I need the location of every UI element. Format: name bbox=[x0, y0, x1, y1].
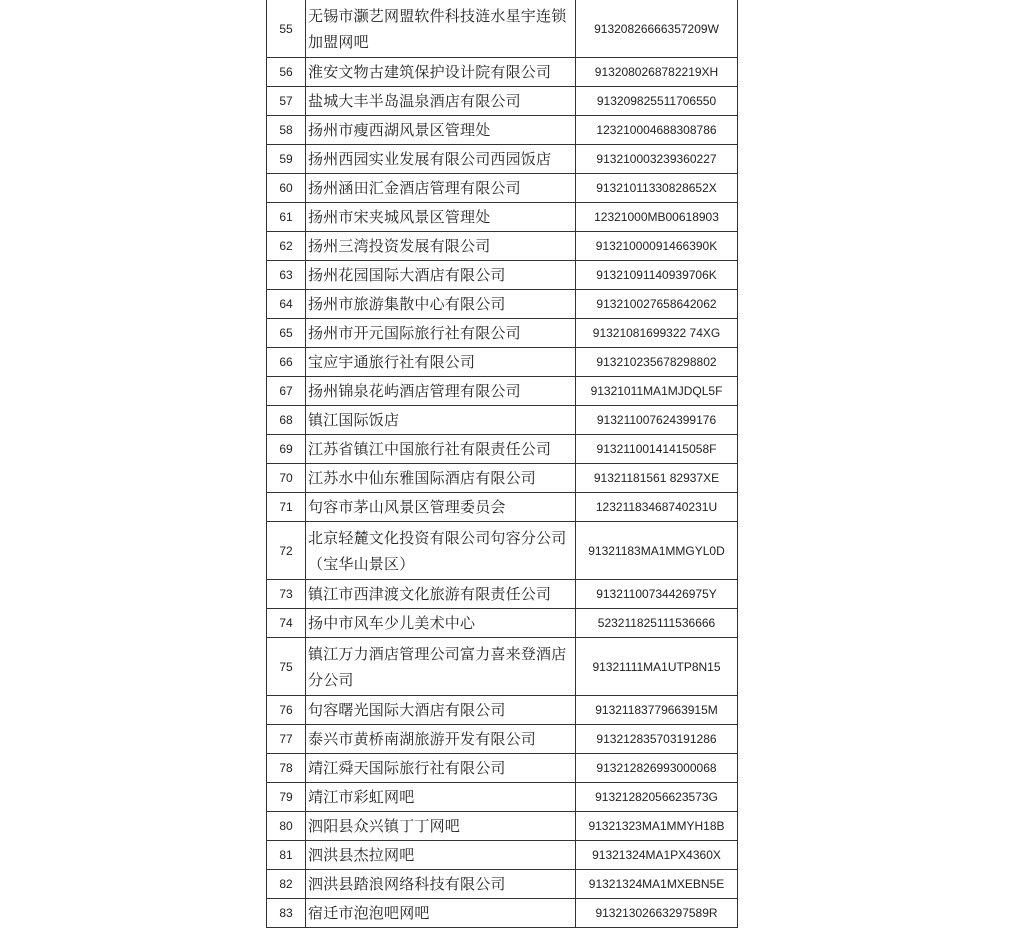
credit-code-cell: 12321183468740231U bbox=[576, 493, 738, 522]
credit-code-cell: 91321091140939706K bbox=[576, 261, 738, 290]
organization-name-cell: 盐城大丰半岛温泉酒店有限公司 bbox=[306, 87, 576, 116]
credit-code-cell: 523211825111536666 bbox=[576, 609, 738, 638]
row-number-cell: 79 bbox=[267, 783, 306, 812]
row-number-cell: 68 bbox=[267, 406, 306, 435]
row-number-cell: 60 bbox=[267, 174, 306, 203]
table-row bbox=[267, 58, 738, 87]
row-number-cell: 59 bbox=[267, 145, 306, 174]
row-number-cell: 81 bbox=[267, 841, 306, 870]
credit-code-cell: 91321111MA1UTP8N15 bbox=[576, 638, 738, 696]
credit-code-cell: 91321183779663915M bbox=[576, 696, 738, 725]
row-number-cell: 56 bbox=[267, 58, 306, 87]
organization-name-cell: 扬中市风车少儿美术中心 bbox=[306, 609, 576, 638]
row-number-cell: 62 bbox=[267, 232, 306, 261]
credit-code-cell: 91321011330828652X bbox=[576, 174, 738, 203]
table-row bbox=[267, 899, 738, 928]
organization-name-cell: 泗阳县众兴镇丁丁网吧 bbox=[306, 812, 576, 841]
organization-name-cell: 泰兴市黄桥南湖旅游开发有限公司 bbox=[306, 725, 576, 754]
table-row bbox=[267, 493, 738, 522]
organization-name-cell: 靖江舜天国际旅行社有限公司 bbox=[306, 754, 576, 783]
credit-code-cell: 91321323MA1MMYH18B bbox=[576, 812, 738, 841]
organization-name-cell: 扬州市宋夹城风景区管理处 bbox=[306, 203, 576, 232]
table-row bbox=[267, 725, 738, 754]
table-row bbox=[267, 754, 738, 783]
row-number-cell: 61 bbox=[267, 203, 306, 232]
row-number-cell: 76 bbox=[267, 696, 306, 725]
row-number-cell: 71 bbox=[267, 493, 306, 522]
credit-code-cell: 91321282056623573G bbox=[576, 783, 738, 812]
row-number-cell: 70 bbox=[267, 464, 306, 493]
organization-name-cell: 句容市茅山风景区管理委员会 bbox=[306, 493, 576, 522]
credit-code-cell: 91321302663297589R bbox=[576, 899, 738, 928]
row-number-cell: 69 bbox=[267, 435, 306, 464]
organization-name-cell: 泗洪县踏浪网络科技有限公司 bbox=[306, 870, 576, 899]
organization-table-wrapper bbox=[266, 0, 738, 928]
table-row bbox=[267, 522, 738, 580]
table-row bbox=[267, 174, 738, 203]
credit-code-cell: 91321183MA1MMGYL0D bbox=[576, 522, 738, 580]
row-number-cell: 83 bbox=[267, 899, 306, 928]
credit-code-cell: 91321100734426975Y bbox=[576, 580, 738, 609]
row-number-cell: 65 bbox=[267, 319, 306, 348]
row-number-cell: 82 bbox=[267, 870, 306, 899]
credit-code-cell: 91321081699322 74XG bbox=[576, 319, 738, 348]
organization-name-cell: 扬州花园国际大酒店有限公司 bbox=[306, 261, 576, 290]
organization-name-cell: 句容曙光国际大酒店有限公司 bbox=[306, 696, 576, 725]
row-number-cell: 67 bbox=[267, 377, 306, 406]
table-row bbox=[267, 145, 738, 174]
organization-name-cell: 扬州市开元国际旅行社有限公司 bbox=[306, 319, 576, 348]
credit-code-cell: 91321000091466390K bbox=[576, 232, 738, 261]
organization-table bbox=[266, 0, 738, 928]
organization-name-cell: 扬州市旅游集散中心有限公司 bbox=[306, 290, 576, 319]
table-row bbox=[267, 435, 738, 464]
row-number-cell: 57 bbox=[267, 87, 306, 116]
row-number-cell: 63 bbox=[267, 261, 306, 290]
organization-name-cell: 北京轻麓文化投资有限公司句容分公司（宝华山景区） bbox=[306, 522, 576, 580]
credit-code-cell: 913210235678298802 bbox=[576, 348, 738, 377]
table-row bbox=[267, 87, 738, 116]
credit-code-cell: 913210027658642062 bbox=[576, 290, 738, 319]
organization-name-cell: 淮安文物古建筑保护设计院有限公司 bbox=[306, 58, 576, 87]
credit-code-cell: 913212835703191286 bbox=[576, 725, 738, 754]
table-row bbox=[267, 812, 738, 841]
credit-code-cell: 91321324MA1PX4360X bbox=[576, 841, 738, 870]
table-row bbox=[267, 261, 738, 290]
organization-name-cell: 宿迁市泡泡吧网吧 bbox=[306, 899, 576, 928]
table-row bbox=[267, 580, 738, 609]
organization-name-cell: 扬州锦泉花屿酒店管理有限公司 bbox=[306, 377, 576, 406]
credit-code-cell: 913211007624399176 bbox=[576, 406, 738, 435]
row-number-cell: 80 bbox=[267, 812, 306, 841]
organization-name-cell: 江苏省镇江中国旅行社有限责任公司 bbox=[306, 435, 576, 464]
organization-name-cell: 扬州西园实业发展有限公司西园饭店 bbox=[306, 145, 576, 174]
row-number-cell: 78 bbox=[267, 754, 306, 783]
organization-name-cell: 泗洪县杰拉网吧 bbox=[306, 841, 576, 870]
organization-name-cell: 扬州市瘦西湖风景区管理处 bbox=[306, 116, 576, 145]
row-number-cell: 55 bbox=[267, 0, 306, 58]
row-number-cell: 75 bbox=[267, 638, 306, 696]
credit-code-cell: 91321011MA1MJDQL5F bbox=[576, 377, 738, 406]
organization-name-cell: 无锡市灏艺网盟软件科技涟水星宇连锁加盟网吧 bbox=[306, 0, 576, 58]
organization-name-cell: 宝应宇通旅行社有限公司 bbox=[306, 348, 576, 377]
credit-code-cell: 12321000MB00618903 bbox=[576, 203, 738, 232]
table-row bbox=[267, 406, 738, 435]
organization-name-cell: 镇江国际饭店 bbox=[306, 406, 576, 435]
table-row bbox=[267, 319, 738, 348]
credit-code-cell: 9132080268782219XH bbox=[576, 58, 738, 87]
row-number-cell: 73 bbox=[267, 580, 306, 609]
organization-name-cell: 靖江市彩虹网吧 bbox=[306, 783, 576, 812]
credit-code-cell: 913210003239360227 bbox=[576, 145, 738, 174]
organization-name-cell: 扬州三湾投资发展有限公司 bbox=[306, 232, 576, 261]
credit-code-cell: 913212826993000068 bbox=[576, 754, 738, 783]
row-number-cell: 58 bbox=[267, 116, 306, 145]
credit-code-cell: 91321324MA1MXEBN5E bbox=[576, 870, 738, 899]
table-row bbox=[267, 783, 738, 812]
row-number-cell: 77 bbox=[267, 725, 306, 754]
table-row bbox=[267, 232, 738, 261]
organization-name-cell: 江苏水中仙东雅国际酒店有限公司 bbox=[306, 464, 576, 493]
organization-name-cell: 扬州涵田汇金酒店管理有限公司 bbox=[306, 174, 576, 203]
table-row bbox=[267, 377, 738, 406]
organization-name-cell: 镇江万力酒店管理公司富力喜来登酒店分公司 bbox=[306, 638, 576, 696]
table-row bbox=[267, 116, 738, 145]
row-number-cell: 74 bbox=[267, 609, 306, 638]
organization-name-cell: 镇江市西津渡文化旅游有限责任公司 bbox=[306, 580, 576, 609]
table-row bbox=[267, 464, 738, 493]
table-row bbox=[267, 696, 738, 725]
table-row bbox=[267, 841, 738, 870]
credit-code-cell: 123210004688308786 bbox=[576, 116, 738, 145]
credit-code-cell: 91321181561 82937XE bbox=[576, 464, 738, 493]
row-number-cell: 66 bbox=[267, 348, 306, 377]
row-number-cell: 64 bbox=[267, 290, 306, 319]
table-body bbox=[267, 0, 738, 928]
table-row bbox=[267, 870, 738, 899]
table-row bbox=[267, 609, 738, 638]
table-row bbox=[267, 290, 738, 319]
table-row bbox=[267, 638, 738, 696]
row-number-cell: 72 bbox=[267, 522, 306, 580]
credit-code-cell: 913209825511706550 bbox=[576, 87, 738, 116]
table-row bbox=[267, 348, 738, 377]
credit-code-cell: 91320826666357209W bbox=[576, 0, 738, 58]
credit-code-cell: 91321100141415058F bbox=[576, 435, 738, 464]
table-row bbox=[267, 203, 738, 232]
table-row bbox=[267, 0, 738, 58]
